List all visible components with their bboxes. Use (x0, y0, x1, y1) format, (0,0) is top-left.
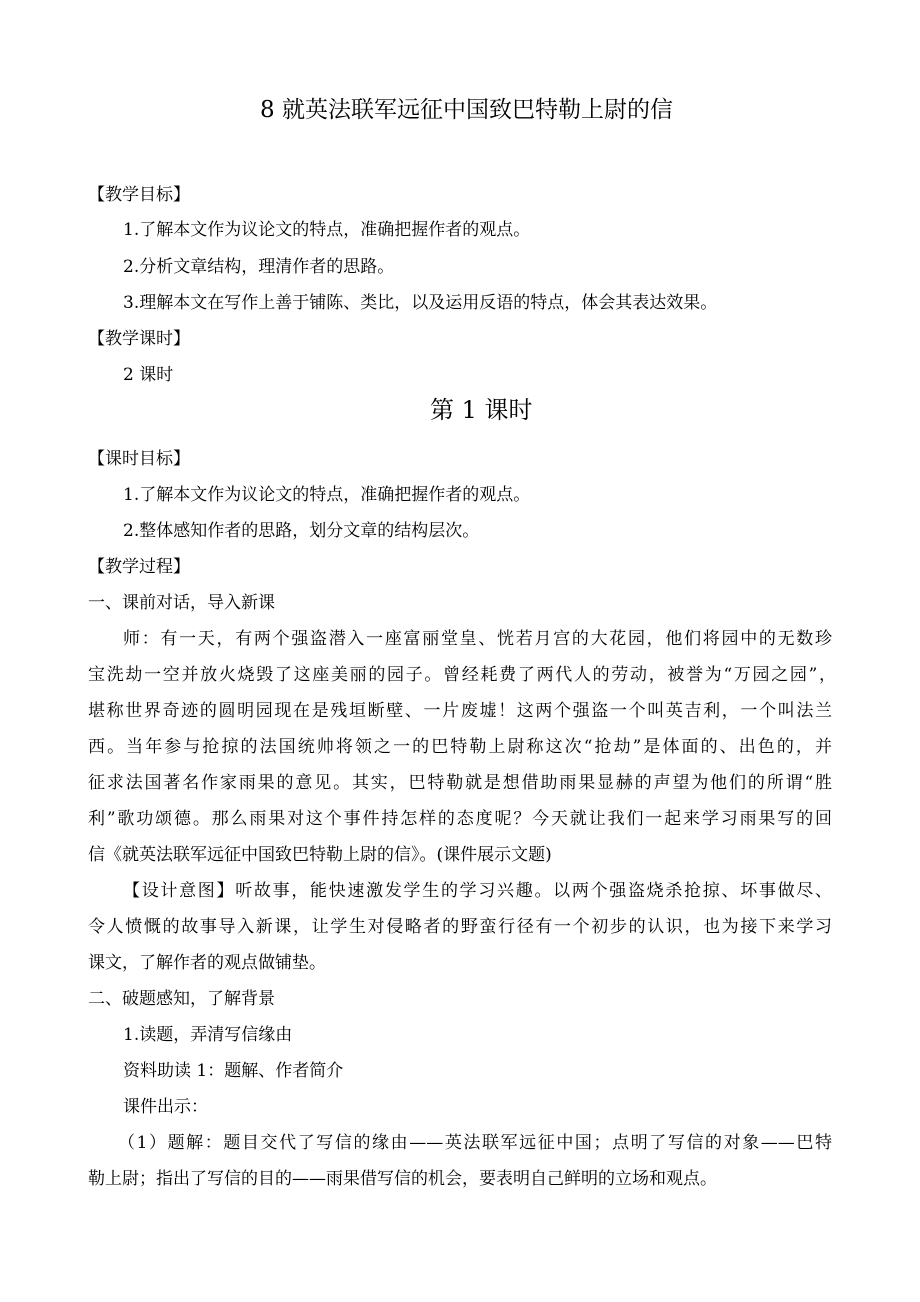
courseware-label: 课件出示： (123, 1097, 208, 1117)
design-line: 【设计意图】听故事，能快速激发学生的学习兴趣。以两个强盗烧杀抢掠、坏事做尽、 (123, 881, 832, 901)
objective-item-2: 2.分析文章结构，理清作者的思路。 (123, 257, 395, 277)
lesson-heading: 第 1 课时 (430, 396, 533, 424)
section-2-heading: 二、破题感知，了解背景 (88, 989, 275, 1009)
material-reading-1: 资料助读 1：题解、作者简介 (123, 1061, 344, 1081)
section-1-heading: 一、课前对话，导入新课 (88, 593, 275, 613)
hours-heading: 【教学课时】 (88, 329, 190, 349)
design-line: 令人愤慨的故事导入新课，让学生对侵略者的野蛮行径有一个初步的认识，也为接下来学习 (88, 917, 832, 937)
objectives-heading: 【教学目标】 (88, 185, 190, 205)
explanation-line: （1）题解：题目交代了写信的缘由——英法联军远征中国；点明了写信的对象——巴特 (118, 1133, 832, 1153)
design-line: 课文，了解作者的观点做铺垫。 (88, 953, 326, 973)
paragraph-line: 利”歌功颂德。那么雨果对这个事件持怎样的态度呢？今天就让我们一起来学习雨果写的回 (88, 809, 832, 829)
paragraph-line: 西。当年参与抢掠的法国统帅将领之一的巴特勒上尉称这次“抢劫”是体面的、出色的，并 (88, 737, 832, 757)
explanation-line: 勒上尉；指出了写信的目的——雨果借写信的机会，要表明自己鲜明的立场和观点。 (88, 1169, 717, 1189)
paragraph-line: 信《就英法联军远征中国致巴特勒上尉的信》。(课件展示文题) (88, 845, 552, 865)
process-heading: 【教学过程】 (88, 557, 190, 577)
objective-item-3: 3.理解本文在写作上善于铺陈、类比，以及运用反语的特点，体会其表达效果。 (123, 293, 718, 313)
lesson-objective-item-2: 2.整体感知作者的思路，划分文章的结构层次。 (123, 521, 480, 541)
lesson-objectives-heading: 【课时目标】 (88, 449, 190, 469)
hours-value: 2 课时 (123, 365, 174, 385)
paragraph-line: 征求法国著名作家雨果的意见。其实，巴特勒就是想借助雨果显赫的声望为他们的所谓“胜 (88, 773, 832, 793)
paragraph-line: 宝洗劫一空并放火烧毁了这座美丽的园子。曾经耗费了两代人的劳动，被誉为“万园之园”， (88, 665, 836, 685)
document-title: 8 就英法联军远征中国致巴特勒上尉的信 (260, 97, 673, 123)
lesson-objective-item-1: 1.了解本文作为议论文的特点，准确把握作者的观点。 (123, 485, 531, 505)
objective-item-1: 1.了解本文作为议论文的特点，准确把握作者的观点。 (123, 220, 531, 240)
reading-item-1: 1.读题，弄清写信缘由 (123, 1025, 293, 1045)
paragraph-line: 堪称世界奇迹的圆明园现在是残垣断壁、一片废墟！这两个强盗一个叫英吉利，一个叫法兰 (88, 701, 832, 721)
paragraph-line: 师：有一天，有两个强盗潜入一座富丽堂皇、恍若月宫的大花园，他们将园中的无数珍 (123, 629, 832, 649)
